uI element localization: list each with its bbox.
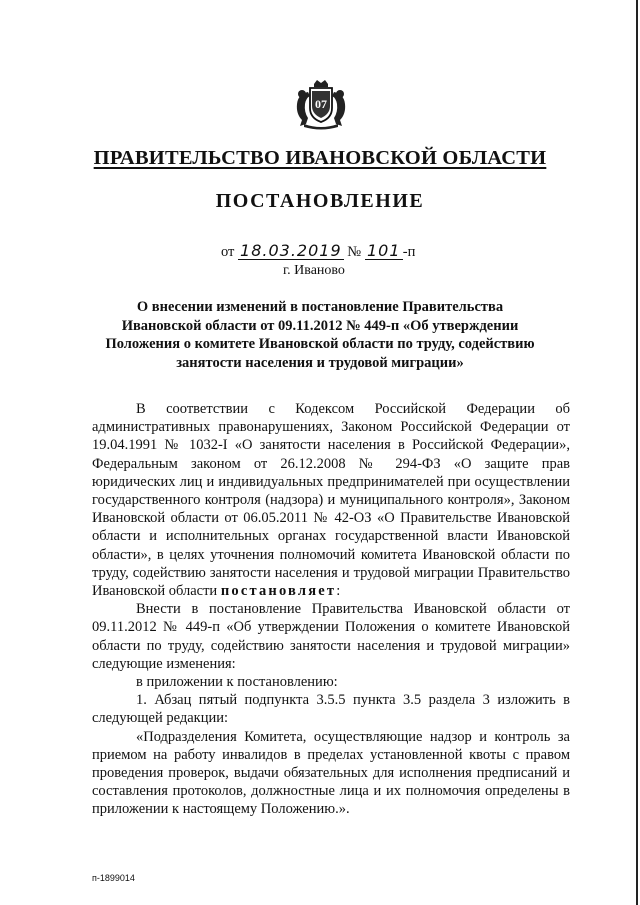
handwritten-date: 18.03.2019 [240,241,342,260]
paragraph-amend: Внести в постановление Правительства Ивановской области от 09.11.2012 № 449-п «Об утверждении Положения о комитете Ивановской области по труду, содействию занятости населения и трудовой миграции» следующие изменения: [92,601,570,672]
scan-edge-line [636,0,638,905]
resolves-word: постановляет [220,583,337,600]
paragraph-quote: «Подразделения Комитета, осуществляющие надзор и контроль за приемом на работу инвалидов в пределах установленной квоты с правом проведения проверок, выдачи обязательных для исполнения предписаний и составления протоколов, должностные лица и их полномочия определены в приложении к настоящему Положению.». [92,728,570,818]
date-number-line [221,243,415,261]
paragraph-item-1: 1. Абзац пятый подпункта 3.5.5 пункта 3.5 раздела 3 изложить в следующей редакции: [92,692,570,727]
handwritten-number: 101 [365,243,403,260]
preamble-colon: : [336,583,341,600]
government-title-text: ПРАВИТЕЛЬСТВО ИВАНОВСКОЙ ОБЛАСТИ [93,147,547,169]
footer-code: п-1899014 [92,873,135,883]
paragraph-preamble [92,400,570,600]
date-prefix: от [221,244,235,260]
coat-of-arms-icon [292,78,350,130]
document-type: ПОСТАНОВЛЕНИЕ [215,190,425,212]
city-line: г. Иваново [283,263,345,278]
emblem-number: 07 [315,97,327,111]
document-subject: О внесении изменений в постановление Правительства Ивановской области от 09.11.2012 № 449-п «Об утверждении Положения о комитете Ивановской области по труду, содействию занятости населения и трудовой миграции» [105,299,535,371]
document-body [92,400,570,819]
paragraph-appendix: в приложении к постановлению: [136,674,338,691]
number-prefix: № [347,244,362,260]
preamble-text: В соответствии с Кодексом Российской Федерации об административных правонарушениях, Законом Российской Федерации от 19.04.1991 № 1032-I «О занятости населения в Российской Федерации», Федеральным законом от 26.12.2008 № 294-ФЗ «О защите прав юридических лиц и индивидуальных предпринимателей при осуществлении государственного контроля (надзора) и муниципального контроля», Законом Ивановской области от 06.05.2011 № 42-ОЗ «О Правительстве Ивановской области и исполнительных органах государственной власти Ивановской области», в целях уточнения полномочий комитета Ивановской области по труду, содействию занятости населения и трудовой миграции Правительство Ивановской области [92,401,570,600]
government-title [0,145,640,171]
number-suffix: -п [402,244,416,260]
